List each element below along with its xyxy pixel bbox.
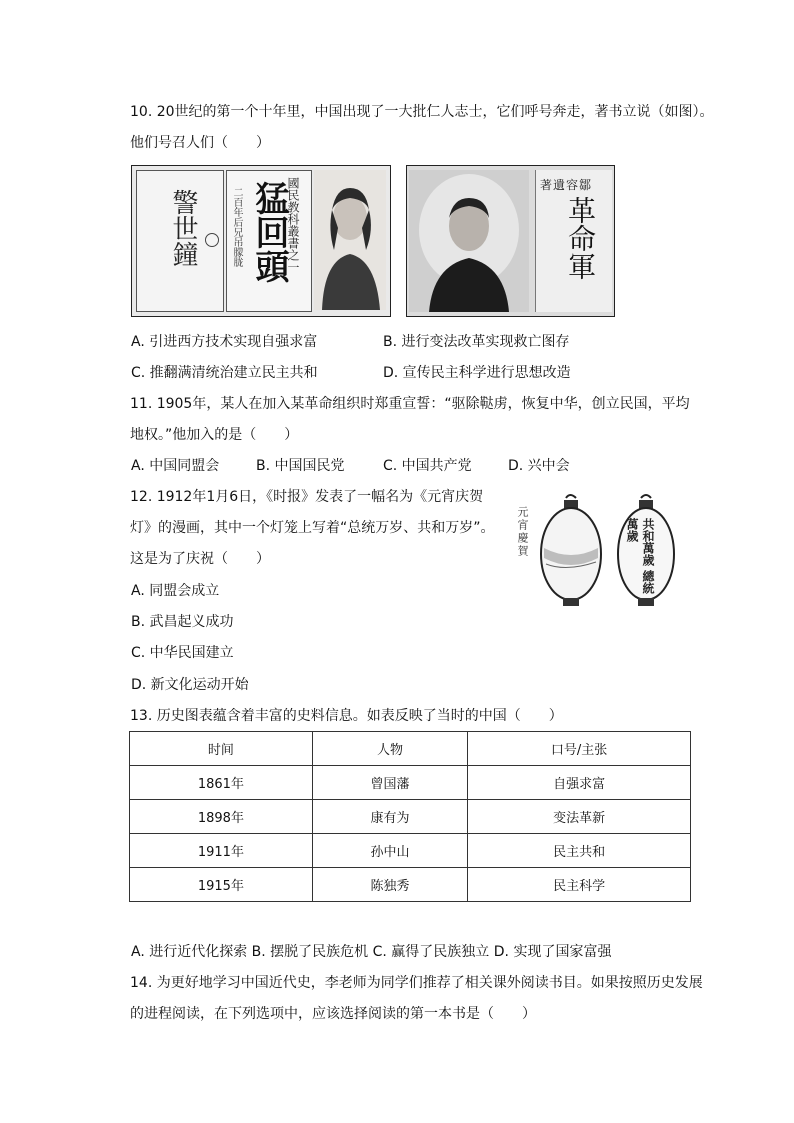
table-header-row [130, 732, 691, 766]
q14-text-line2: 的进程阅读，在下列选项中，应该选择阅读的第一本书是（ ） [130, 1006, 536, 1022]
table-row [130, 834, 691, 868]
table-cell: 1911年 [130, 834, 313, 868]
book-title-jingshizhong: 警世鐘 [168, 189, 198, 267]
q10-image-books-portrait [131, 165, 391, 317]
table-cell: 变法革新 [468, 800, 691, 834]
q12-option-d[interactable]: D. 新文化运动开始 [131, 677, 249, 693]
q12-lantern-cartoon [510, 492, 690, 610]
lantern-right-text: 共和萬歲 總統萬歲 [625, 518, 655, 595]
book-title-menghuitou: 猛回頭 [249, 181, 289, 283]
q11-text-line2: 地权。”他加入的是（ ） [130, 427, 299, 443]
table-cell: 1915年 [130, 868, 313, 902]
q13-table [129, 731, 691, 902]
q13-text-line1: 13. 历史图表蕴含着丰富的史料信息。如表反映了当时的中国（ ） [130, 708, 563, 724]
q11-option-d[interactable]: D. 兴中会 [508, 458, 570, 474]
q12-text-line2: 灯》的漫画，其中一个灯笼上写着“总统万岁、共和万岁”。 [130, 520, 495, 536]
q10-option-b[interactable]: B. 进行变法改革实现救亡图存 [383, 334, 570, 350]
table-header-cell: 时间 [130, 732, 313, 766]
q10-option-c[interactable]: C. 推翻满清统治建立民主共和 [131, 365, 318, 381]
q11-option-b[interactable]: B. 中国国民党 [256, 458, 345, 474]
cartoon-caption: 元宵慶賀 [516, 506, 529, 558]
lantern-left-icon [541, 495, 601, 606]
q12-text-line3: 这是为了庆祝（ ） [130, 551, 270, 567]
seal-mark [205, 233, 219, 247]
table-cell: 民主共和 [468, 834, 691, 868]
table-cell: 民主科学 [468, 868, 691, 902]
q13-options[interactable]: A. 进行近代化探索 B. 摆脱了民族危机 C. 赢得了民族独立 D. 实现了国家富强 [131, 944, 612, 960]
table-cell: 1861年 [130, 766, 313, 800]
portrait-chen-tianhua [314, 170, 386, 310]
table-cell: 曾国藩 [312, 766, 467, 800]
table-cell: 孙中山 [312, 834, 467, 868]
table-row [130, 800, 691, 834]
q10-text-line1: 10. 20世纪的第一个十年里，中国出现了一大批仁人志士，它们呼号奔走，著书立说（如图）。 [130, 104, 714, 120]
book-side-text: 二百年后兄吊朦胧 [231, 187, 242, 267]
table-cell: 自强求富 [468, 766, 691, 800]
book-cover-jingshizhong [136, 170, 224, 312]
book-header: 著遺容鄒 [540, 178, 593, 192]
table-row [130, 868, 691, 902]
table-cell: 陈独秀 [312, 868, 467, 902]
portrait-zou-rong [409, 170, 529, 312]
table-header-cell: 口号/主张 [468, 732, 691, 766]
table-cell: 康有为 [312, 800, 467, 834]
book-cover-gemingjun [535, 170, 612, 312]
table-header-cell: 人物 [312, 732, 467, 766]
q11-text-line1: 11. 1905年，某人在加入某革命组织时郑重宣誓：“驱除鞑虏，恢复中华，创立民国，平均 [130, 396, 690, 412]
q10-option-d[interactable]: D. 宣传民主科学进行思想改造 [383, 365, 571, 381]
q10-option-a[interactable]: A. 引进西方技术实现自强求富 [131, 334, 318, 350]
q12-option-b[interactable]: B. 武昌起义成功 [131, 614, 234, 630]
book-cover-menghuitou [226, 170, 312, 312]
q12-option-c[interactable]: C. 中华民国建立 [131, 645, 234, 661]
q11-option-a[interactable]: A. 中国同盟会 [131, 458, 220, 474]
book-series-label: 國民教科叢書之一 [286, 177, 300, 273]
q10-text-line2: 他们号召人们（ ） [130, 135, 270, 151]
q11-option-c[interactable]: C. 中国共产党 [383, 458, 472, 474]
table-row [130, 766, 691, 800]
book-title-gemingjun: 革命軍 [564, 196, 597, 280]
q12-option-a[interactable]: A. 同盟会成立 [131, 583, 220, 599]
q14-text-line1: 14. 为更好地学习中国近代史，李老师为同学们推荐了相关课外阅读书目。如果按照历史发展 [130, 975, 703, 991]
table-cell: 1898年 [130, 800, 313, 834]
q10-image-portrait-gemingjun [406, 165, 615, 317]
q12-text-line1: 12. 1912年1月6日，《时报》发表了一幅名为《元宵庆贺 [130, 489, 484, 505]
